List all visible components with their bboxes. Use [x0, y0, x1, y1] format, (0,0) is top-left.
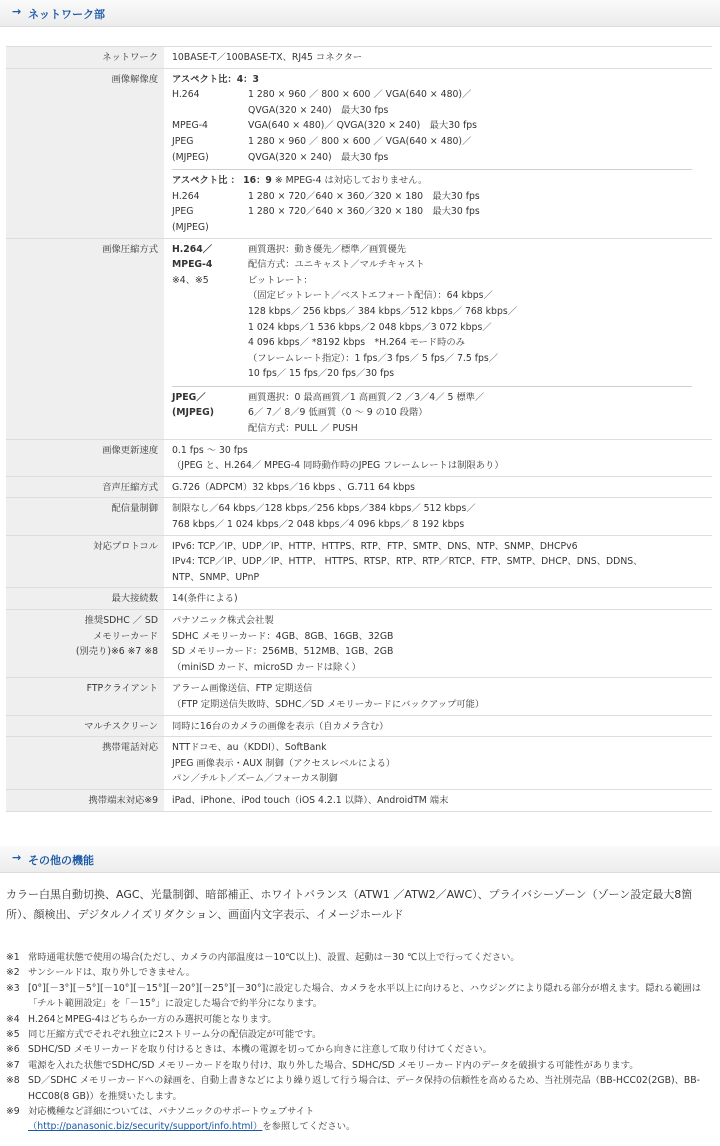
spec-label: 画像解像度 — [6, 68, 164, 238]
section-header-other — [0, 846, 720, 873]
footnote-mark: ※7 — [6, 1059, 20, 1071]
resolution-row — [172, 134, 712, 165]
spec-value — [164, 439, 712, 476]
spec-label: 携帯電話対応 — [6, 737, 164, 790]
footnote-mark: ※5 — [6, 1029, 20, 1041]
compression-group-jpeg — [172, 390, 712, 437]
value-line: 制限なし／64 kbps／128 kbps／256 kbps／384 kbps／ 512 kbps／ — [172, 503, 476, 515]
codec-label: JPEG — [172, 206, 194, 218]
footnote-mark: ※6 — [6, 1044, 20, 1056]
compression-line: 画質選択：動き優先／標準／画質優先 — [248, 243, 407, 255]
value-line: パナソニック株式会社製 — [172, 615, 274, 626]
compression-line: 4 096 kbps／ *8192 kbps *H.264 モード時のみ — [248, 337, 465, 349]
arrow-right-icon: → — [12, 851, 22, 864]
divider — [172, 169, 692, 170]
arrow-right-icon: → — [12, 5, 22, 18]
spec-value — [164, 535, 712, 588]
label-line: メモリーカード — [93, 630, 158, 642]
footnote-text: 常時通電状態で使用の場合(ただし、カメラの内部温度は－10℃以上)、設置、起動は－30 ℃以上で行ってください。 — [28, 952, 520, 963]
spec-label: マルチスクリーン — [6, 715, 164, 737]
aspect-note: ※ MPEG-4 は対応しておりません。 — [274, 175, 428, 187]
section-title: ネットワーク部 — [28, 8, 105, 21]
spec-value: 10BASE-T／100BASE-TX、RJ45 コネクター — [164, 47, 712, 69]
footnote-text: サンシールドは、取り外しできません。 — [28, 967, 196, 979]
label-line: (別売り)※6 ※7 ※8 — [75, 646, 158, 658]
footnote-mark: ※8 — [6, 1075, 20, 1087]
spec-value — [164, 498, 712, 535]
value-line: NTTドコモ、au（KDDI）、SoftBank — [172, 742, 327, 754]
spec-row-network — [6, 47, 712, 69]
codec-label: JPEG／ — [172, 391, 206, 403]
footnote — [6, 1027, 712, 1042]
spec-value — [164, 737, 712, 790]
resolution-text: 1 280 × 960 ／ 800 × 600 ／ VGA(640 × 480)／ — [248, 89, 472, 101]
spec-row-resolution — [6, 68, 712, 238]
footnote — [6, 1042, 712, 1057]
value-line: IPv4: TCP／IP、UDP／IP、HTTP、 HTTPS、RTSP、RTP、RTP／RTCP、FTP、SMTP、DHCP、DNS、DDNS、 — [172, 556, 643, 568]
codec-label: H.264／ — [172, 243, 213, 255]
footnote — [6, 1073, 712, 1104]
value-line: SDHC メモリーカード：4GB、8GB、16GB、32GB — [172, 630, 394, 642]
value-line: パン／チルト／ズーム／フォーカス制御 — [172, 773, 338, 785]
spec-table — [6, 46, 712, 812]
spec-label: 携帯端末対応※9 — [6, 789, 164, 811]
resolution-text: 1 280 × 960 ／ 800 × 600 ／ VGA(640 × 480)／ — [248, 135, 472, 147]
spec-row-audio — [6, 476, 712, 498]
value-line: （JPEG と、H.264／ MPEG-4 同時動作時のJPEG フレームレートは制限あり） — [172, 460, 504, 472]
spec-value: 同時に16台のカメラの画像を表示（自カメラ含む） — [164, 715, 712, 737]
codec-label: H.264 — [172, 89, 200, 101]
spec-value: 14(条件による) — [164, 588, 712, 610]
footnote — [6, 1104, 712, 1135]
support-link[interactable]: （http://panasonic.biz/security/support/info.html） — [28, 1121, 263, 1133]
spec-row-protocol — [6, 535, 712, 588]
spec-label: 最大接続数 — [6, 588, 164, 610]
aspect-heading: アスペクト比：4：3 — [172, 73, 259, 85]
resolution-text: QVGA(320 × 240) 最大30 fps — [248, 104, 389, 116]
footnote — [6, 1058, 712, 1073]
footnote-mark: ※3 — [6, 982, 20, 994]
value-line: NTP、SNMP、UPnP — [172, 571, 260, 583]
codec-label: (MJPEG) — [172, 221, 209, 233]
codec-label: H.264 — [172, 190, 200, 202]
value-line: （miniSD カード、microSD カードは除く） — [172, 661, 361, 673]
section-header-network — [0, 0, 720, 27]
footnote-text: 電源を入れた状態でSDHC/SD メモリーカードを取り付け、取り外した場合、SDHC/SD メモリーカード内のデータを破損する可能性があります。 — [28, 1059, 639, 1071]
aspect-heading — [172, 173, 712, 189]
compression-line: ビットレート： — [248, 274, 313, 286]
codec-label: MPEG-4 — [172, 120, 208, 132]
compression-line: （固定ビットレート／ベストエフォート配信）：64 kbps／ — [248, 290, 493, 302]
section-title: その他の機能 — [28, 854, 94, 867]
spec-label: 対応プロトコル — [6, 535, 164, 588]
resolution-text: 1 280 × 720／640 × 360／320 × 180 最大30 fps — [248, 190, 480, 202]
spec-value: iPad、iPhone、iPod touch（iOS 4.2.1 以降）、AndroidTM 端末 — [164, 789, 712, 811]
compression-line: 6／ 7／ 8／9 低画質（0 ～ 9 の10 段階） — [248, 407, 428, 419]
compression-line: （フレームレート指定）：1 fps／3 fps／ 5 fps／ 7.5 fps／ — [248, 352, 499, 364]
label-line: 推奨SDHC ／ SD — [84, 615, 158, 626]
spec-label: 音声圧縮方式 — [6, 476, 164, 498]
footnote-mark: ※2 — [6, 967, 20, 979]
footnote-text: 同じ圧縮方式でそれぞれ独立に2ストリーム分の配信設定が可能です。 — [28, 1029, 322, 1041]
value-line: 0.1 fps ～ 30 fps — [172, 444, 248, 456]
value-line: （FTP 定期送信失敗時、SDHC／SD メモリーカードにバックアップ可能） — [172, 698, 485, 710]
footnote-text: SDHC/SD メモリーカードを取り付けるときは、本機の電源を切ってから向きに注意して取り付けてください。 — [28, 1044, 492, 1056]
footnote — [6, 965, 712, 980]
spec-row-ftp — [6, 678, 712, 715]
footnote-mark: ※9 — [6, 1106, 20, 1118]
footnote — [6, 1012, 712, 1027]
value-line: 768 kbps／ 1 024 kbps／2 048 kbps／4 096 kbps／ 8 192 kbps — [172, 519, 465, 531]
aspect-heading-text: アスペクト比 ： 16：9 — [172, 175, 272, 187]
section-other — [0, 846, 720, 873]
spec-value — [164, 610, 712, 678]
value-line: アラーム画像送信、FTP 定期送信 — [172, 683, 313, 695]
value-line: SD メモリーカード：256MB、512MB、1GB、2GB — [172, 646, 394, 658]
spec-value — [164, 68, 712, 238]
footnote-text: [0°][－3°][－5°][－10°][－15°][－20°][－25°][－30°]に設定した場合、カメラを水平以上に向けると、ハウジングにより隠れる部分が増えます。隠れる範囲は「チルト範囲設定」を「－15°」に設定した場合で約半分になります。 — [28, 982, 701, 1010]
compression-group-h264 — [172, 242, 712, 382]
spec-label — [6, 610, 164, 678]
codec-label: (MJPEG) — [172, 151, 209, 163]
spec-value — [164, 678, 712, 715]
spec-row-refresh — [6, 439, 712, 476]
footnote-mark: ※1 — [6, 952, 20, 963]
codec-label: JPEG — [172, 135, 194, 147]
footnote-text-part: を参照してください。 — [262, 1121, 356, 1133]
compression-line: 画質選択：0 最高画質／1 高画質／2 ／3／4／ 5 標準／ — [248, 391, 485, 403]
resolution-row — [172, 118, 712, 134]
spec-row-terminal — [6, 789, 712, 811]
resolution-row — [172, 204, 712, 235]
spec-row-compression — [6, 238, 712, 439]
spec-label: 配信量制御 — [6, 498, 164, 535]
spec-row-multiscreen — [6, 715, 712, 737]
resolution-text: QVGA(320 × 240) 最大30 fps — [248, 151, 389, 163]
resolution-row — [172, 87, 712, 118]
spec-label: FTPクライアント — [6, 678, 164, 715]
footnote — [6, 950, 712, 965]
spec-label: 画像更新速度 — [6, 439, 164, 476]
spec-value — [164, 238, 712, 439]
spec-row-sd-card — [6, 610, 712, 678]
spec-row-bandwidth — [6, 498, 712, 535]
footnote-text-part: 対応機種など詳細については、パナソニックのサポートウェブサイト — [28, 1106, 315, 1118]
compression-line: 128 kbps／ 256 kbps／ 384 kbps／512 kbps／ 768 kbps／ — [248, 305, 518, 317]
other-features-text: カラー白黒自動切換、AGC、光量制御、暗部補正、ホワイトバランス（ATW1 ／ATW2／AWC）、プライバシーゾーン（ゾーン設定最大8箇所）、顔検出、デジタルノイズリダクション、画面内文字表示、イメージホールド — [6, 888, 693, 921]
compression-line: 配信方式：PULL ／ PUSH — [248, 423, 358, 435]
compression-line: 配信方式：ユニキャスト／マルチキャスト — [248, 259, 425, 271]
footnote-mark: ※4 — [6, 1013, 20, 1025]
value-line: JPEG 画像表示・AUX 制御（アクセスレベルによる） — [172, 757, 396, 769]
compression-line: 1 024 kbps／1 536 kbps／2 048 kbps／3 072 kbps／ — [248, 321, 492, 333]
compression-line: 10 fps／ 15 fps／20 fps／30 fps — [248, 368, 395, 380]
footnote-text: SD／SDHC メモリーカードへの録画を、自動上書きなどにより繰り返して行う場合は、データ保持の信頼性を高めるため、当社別売品（BB-HCC02(2GB)、BB-HCC08(8 GB)）を推奨いたします。 — [28, 1075, 700, 1102]
spec-label: ネットワーク — [6, 47, 164, 69]
footnotes — [6, 950, 712, 1135]
footnote-text — [28, 1104, 712, 1135]
value-line: IPv6: TCP／IP、UDP／IP、HTTP、HTTPS、RTP、FTP、SMTP、DNS、NTP、SNMP、DHCPv6 — [172, 540, 578, 552]
footnote — [6, 981, 712, 1012]
codec-label: (MJPEG) — [172, 407, 215, 419]
resolution-text: VGA(640 × 480)／ QVGA(320 × 240) 最大30 fps — [248, 120, 477, 132]
spec-row-max-connections — [6, 588, 712, 610]
note-ref: ※4、※5 — [172, 274, 209, 286]
spec-value: G.726（ADPCM）32 kbps／16 kbps 、G.711 64 kbps — [164, 476, 712, 498]
footnote-text: H.264とMPEG-4はどちらか一方のみ選択可能となります。 — [28, 1013, 277, 1025]
spec-label: 画像圧縮方式 — [6, 238, 164, 439]
resolution-row — [172, 189, 712, 205]
spec-row-mobile — [6, 737, 712, 790]
resolution-text: 1 280 × 720／640 × 360／320 × 180 最大30 fps — [248, 206, 480, 218]
divider — [172, 386, 692, 387]
codec-label: MPEG-4 — [172, 259, 213, 271]
